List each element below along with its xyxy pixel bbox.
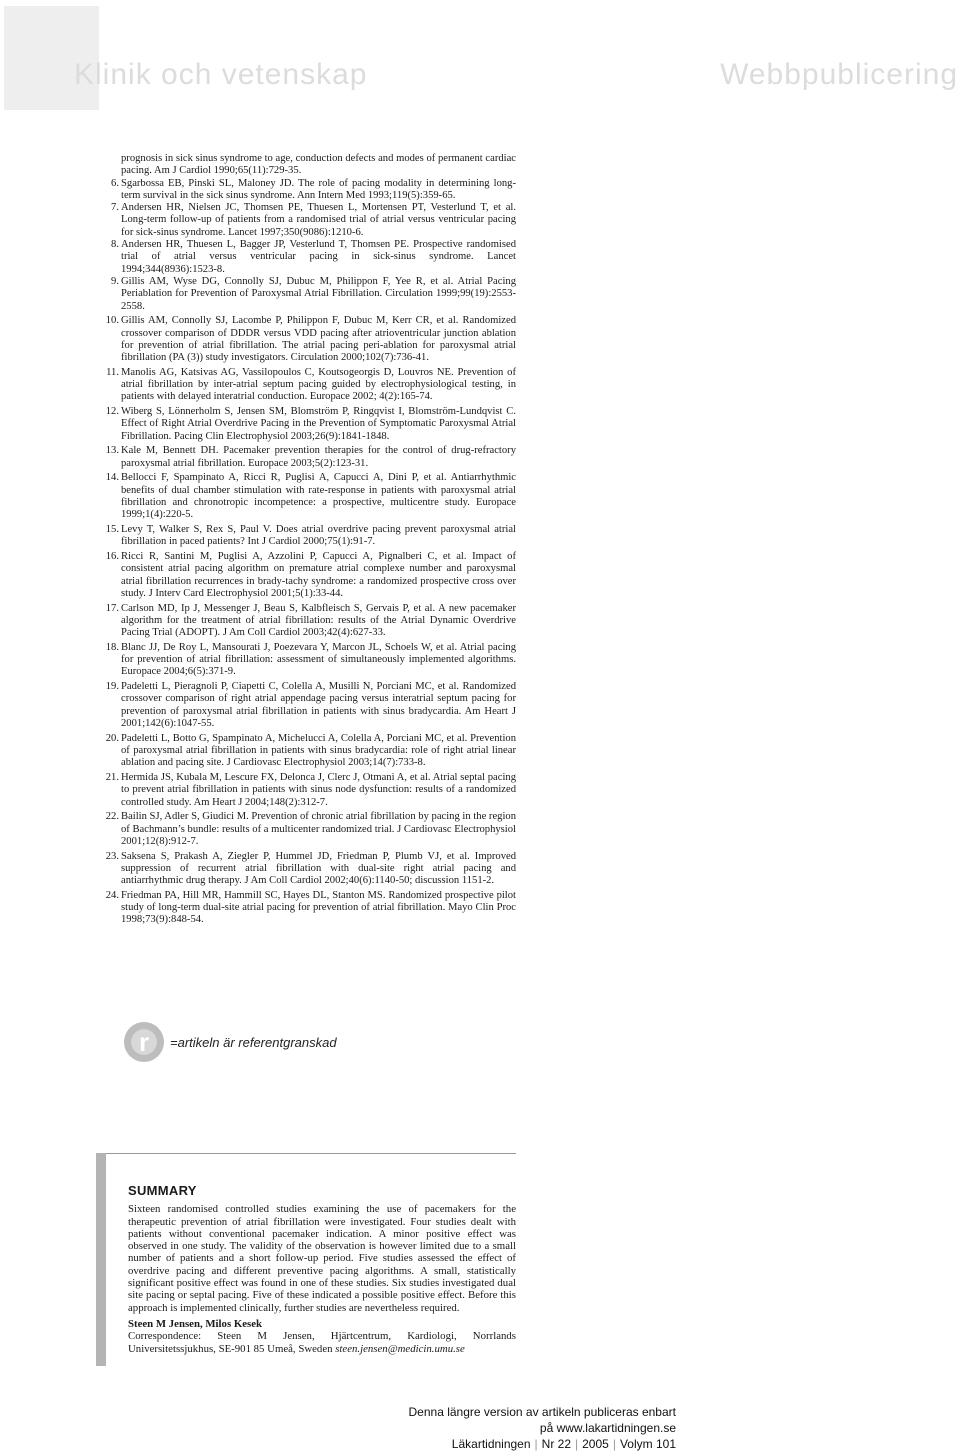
section-title: Klinik och vetenskap <box>74 58 368 91</box>
reference-item: 8. Andersen HR, Thuesen L, Bagger JP, Vesterlund T, Thomsen PE. Prospective randomised trial of atrial versus ventricular pacing in sick-sinus syndrome. Lancet 1994;344(8936):1523-8. <box>111 239 516 275</box>
publication-type-label: Webbpublicering <box>720 58 958 91</box>
reference-item: 24. Friedman PA, Hill MR, Hammill SC, Hayes DL, Stanton MS. Randomized prospective pilot study of long-term dual-site atrial pacing for prevention of atrial fibrillation. Mayo Clin Proc 1998;73(9):848-54. <box>105 889 516 926</box>
issue-year: 2005 <box>582 1437 609 1451</box>
reference-item: 22. Bailin SJ, Adler S, Giudici M. Prevention of chronic atrial fibrillation by pacing in the region of Bachmann’s bundle: results of a multicenter randomized trial. J Cardiovasc Electrophysiol 2001;12(8):912-7. <box>105 811 516 847</box>
reference-item: 21. Hermida JS, Kubala M, Lescure FX, Delonca J, Clerc J, Otmani A, et al. Atrial septal pacing to prevent atrial fibrillation in patients with sinus node dysfunction: results of a randomized controlled study. Am Heart J 2004;148(2):312-7. <box>105 771 516 808</box>
reference-item: 18. Blanc JJ, De Roy L, Mansourati J, Poezevara Y, Marcon JL, Schoels W, et al. Atrial pacing for prevention of atrial fibrillation: assessment of simultaneously implemented algorithms. Europace 2004;6(5):371-9. <box>105 641 516 678</box>
correspondence-email[interactable]: steen.jensen@medicin.umu.se <box>335 1342 465 1355</box>
reference-item: 12. Wiberg S, Lönnerholm S, Jensen SM, Blomström P, Ringqvist I, Blomström-Lundqvist C. Effect of Right Atrial Overdrive Pacing in the Prevention of Symptomatic Paroxysmal Atrial Fibrillation. Pacing Clin Electrophysiol 2003;26(9):1841-1848. <box>105 406 516 442</box>
summary-heading: SUMMARY <box>128 1183 197 1198</box>
reference-item: 16. Ricci R, Santini M, Puglisi A, Azzolini P, Capucci A, Pignalberi C, et al. Impact of consistent atrial pacing algorithm on premature atrial complexe number and paroxysmal atrial fibrillation recurrences in brady-tachy syndrome: a randomized prospective cross over study. J Interv Card Electrophysiol 2001;5(1):33-44. <box>105 550 516 599</box>
reference-item: 10. Gillis AM, Connolly SJ, Lacombe P, Philippon F, Dubuc M, Kerr CR, et al. Randomized crossover comparison of DDDR versus VDD pacing after atrioventricular junction ablation for prevention of atrial fibrillation. The atrial pacing peri-ablation for paroxysmal atrial fibrillation (PA (3)) study investigators. Circulation 2000;102(7):736-41. <box>105 315 516 364</box>
reference-list <box>96 153 516 927</box>
volume-number: Volym 101 <box>619 1437 676 1451</box>
summary-correspondence: Correspondence: Steen M Jensen, Hjärtcentrum, Kardiologi, Norrlands Universitetssjukhus, SE-901 85 Umeå, Sweden steen.jensen@medicin.umu.se <box>128 1330 516 1355</box>
reference-item: 15. Levy T, Walker S, Rex S, Paul V. Does atrial overdrive pacing prevent paroxysmal atrial fibrillation in paced patients? Int J Cardiol 2000;75(1):91-7. <box>105 523 516 548</box>
issue-number: Nr 22 <box>541 1437 571 1451</box>
peer-review-notice <box>124 1020 337 1064</box>
reference-item: 6. Sgarbossa EB, Pinski SL, Maloney JD. The role of pacing modality in determining long-term survival in the sick sinus syndrome. Ann Intern Med 1993;119(5):359-65. <box>111 177 516 201</box>
page-footer <box>380 1404 676 1452</box>
reference-item: 20. Padeletti L, Botto G, Spampinato A, Michelucci A, Colella A, Porciani MC, et al. Prevention of paroxysmal atrial fibrillation in patients with sinus bradycardia: role of right atrial linear ablation and pacing site. J Cardiovasc Electrophysiol 2003;14(7):733-8. <box>105 732 516 769</box>
reference-item: 9. Gillis AM, Wyse DG, Connolly SJ, Dubuc M, Philippon F, Yee R, et al. Atrial Pacing Periablation for Prevention of Paroxysmal Atrial Fibrillation. Circulation 1999;99(19):2553-2558. <box>111 275 516 312</box>
reference-item: prognosis in sick sinus syndrome to age, conduction defects and modes of permanent cardiac pacing. Am J Cardiol 1990;65(11):729-35. <box>121 153 516 177</box>
reference-item: 19. Padeletti L, Pieragnoli P, Ciapetti C, Colella A, Musilli N, Porciani MC, et al. Randomized crossover comparison of right atrial appendage pacing versus interatrial septum pacing for prevention of paroxysmal atrial fibrillation in patients with sinus bradycardia. Am Heart J 2001;142(6):1047-55. <box>105 681 516 729</box>
reference-item: 14. Bellocci F, Spampinato A, Ricci R, Puglisi A, Capucci A, Dini P, et al. Antiarrhythmic benefits of dual chamber stimulation with rate-response in patients with paroxysmal atrial fibrillation and chronotropic incompetence: a prospective, multicentre study. Europace 1999;1(4):220-5. <box>105 472 516 521</box>
peer-review-icon: r <box>124 1022 164 1062</box>
summary-box <box>128 1185 516 1355</box>
reference-item: 23. Saksena S, Prakash A, Ziegler P, Hummel JD, Friedman P, Plumb VJ, et al. Improved suppression of recurrent atrial fibrillation with dual-site right atrial pacing and antiarrhythmic drug therapy. J Am Coll Cardiol 2002;40(6):1140-50; discussion 1151-2. <box>105 850 516 887</box>
summary-body: Sixteen randomised controlled studies examining the use of pacemakers for the therapeutic prevention of atrial fibrillation were investigated. Four studies dealt with patients without conventional pacemaker indication. A minor positive effect was observed in one study. The validity of the observation is however limited due to a small number of patients and a short follow-up period. Five studies assessed the effect of overdrive pacing and different preventive pacing algorithms. A small, statistically significant positive effect was found in one of these studies. Six studies investigated dual site pacing or septal pacing. Five of these indicated a possible positive effect. Before this approach is implemented clinically, further studies are nevertheless required. <box>128 1203 516 1314</box>
peer-review-label: =artikeln är referentgranskad <box>170 1034 337 1050</box>
reference-item: 11. Manolis AG, Katsivas AG, Vassilopoulos C, Koutsogeorgis D, Louvros NE. Prevention of atrial fibrillation by inter-atrial septum pacing guided by electrophysiological testing, in patients with delayed interatrial conduction. Europace 2002; 4(2):165-74. <box>106 366 516 403</box>
summary-side-bar <box>96 1153 106 1366</box>
footer-note-line1: Denna längre version av artikeln publiceras enbart <box>408 1405 676 1419</box>
footer-note-line2: på www.lakartidningen.se <box>539 1421 676 1435</box>
reference-item: 13. Kale M, Bennett DH. Pacemaker prevention therapies for the control of drug-refractory paroxysmal atrial fibrillation. Europace 2003;5(2):123-31. <box>105 445 516 469</box>
summary-top-rule <box>96 1153 516 1154</box>
reference-item: 17. Carlson MD, Ip J, Messenger J, Beau S, Kalbfleisch S, Gervais P, et al. A new pacemaker algorithm for the treatment of atrial fibrillation: results of the Atrial Dynamic Overdrive Pacing Trial (ADOPT). J Am Coll Cardiol 2003;42(4):627-33. <box>105 602 516 639</box>
reference-item: 7. Andersen HR, Nielsen JC, Thomsen PE, Thuesen L, Mortensen PT, Vesterlund T, et al. Long-term follow-up of patients from a randomised trial of atrial versus ventricular pacing for sick-sinus syndrome. Lancet 1997;350(9086):1210-6. <box>111 202 516 238</box>
summary-authors: Steen M Jensen, Milos Kesek <box>128 1317 263 1330</box>
footer-journal-line: Läkartidningen | Nr 22 | 2005 | Volym 101 <box>451 1437 676 1451</box>
journal-name: Läkartidningen <box>451 1437 531 1451</box>
